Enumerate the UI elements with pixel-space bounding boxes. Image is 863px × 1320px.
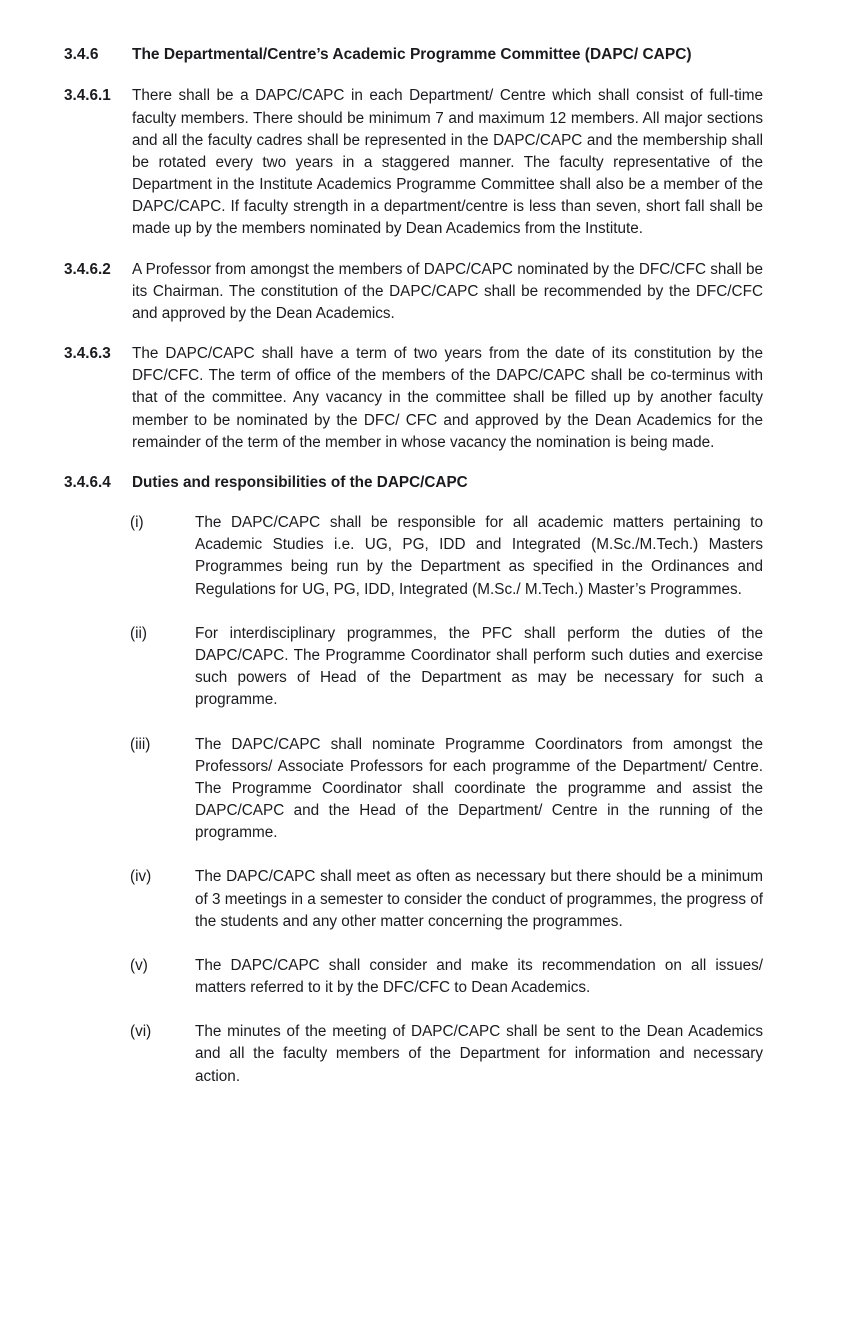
clause-number: 3.4.6.4 — [64, 473, 111, 491]
list-item — [64, 734, 763, 845]
clause-number: 3.4.6.2 — [64, 260, 111, 278]
clause-number: 3.4.6.3 — [64, 345, 111, 363]
list-item — [64, 866, 763, 933]
list-item — [64, 1021, 763, 1088]
list-item-marker: (ii) — [130, 624, 147, 642]
section-heading-number: 3.4.6 — [64, 46, 99, 63]
clause-text: Duties and responsibilities of the DAPC/CAPC — [132, 473, 468, 491]
list-item-marker: (iv) — [130, 868, 152, 886]
clause-3-4-6-3 — [64, 343, 763, 454]
list-item — [64, 623, 763, 712]
subitem-list — [64, 512, 763, 1088]
list-item-text: The DAPC/CAPC shall nominate Programme Coordinators from amongst the Professors/ Associate Professors for each programme of the Department/ Centre. The Programme Coordinator shall coordinate the programme and assist the DAPC/CAPC and the Head of the Department/ Centre in the running of the programme. — [195, 735, 763, 842]
list-item-marker: (v) — [130, 956, 148, 974]
clause-text: There shall be a DAPC/CAPC in each Department/ Centre which shall consist of full-time faculty members. There should be minimum 7 and maximum 12 members. All major sections and all the faculty cadres shall be represented in the DAPC/CAPC and the membership shall be rotated every two years in a staggered manner. The faculty representative of the Department in the Institute Academics Programme Committee shall also be a member of the DAPC/CAPC. If faculty strength in a department/centre is less than seven, short fall shall be made up by the members nominated by Dean Academics from the Institute. — [132, 87, 763, 238]
list-item-text: For interdisciplinary programmes, the PFC shall perform the duties of the DAPC/CAPC. The Programme Coordinator shall perform such duties and exercise such powers of Head of the Department as may be necessary for such a programme. — [195, 624, 763, 709]
list-item-text: The DAPC/CAPC shall meet as often as necessary but there should be a minimum of 3 meetings in a semester to consider the conduct of programmes, the progress of the students and any other matter concerning the programmes. — [195, 868, 763, 930]
list-item-text: The DAPC/CAPC shall be responsible for all academic matters pertaining to Academic Studies i.e. UG, PG, IDD and Integrated (M.Sc./M.Tech.) Masters Programmes being run by the Department as specified in the Ordinances and Regulations for UG, PG, IDD, Integrated (M.Sc./ M.Tech.) Master’s Programmes. — [195, 514, 763, 598]
list-item-marker: (vi) — [130, 1023, 152, 1041]
list-item-text: The minutes of the meeting of DAPC/CAPC shall be sent to the Dean Academics and all the faculty members of the Department for information and necessary action. — [195, 1023, 763, 1085]
clause-text: The DAPC/CAPC shall have a term of two years from the date of its constitution by the DFC/CFC. The term of office of the members of the DAPC/CAPC shall be co-terminus with that of the committee. Any vacancy in the committee shall be filled up by another faculty member to be nominated by the DFC/ CFC and approved by the Dean Academics for the remainder of the term of the member in whose vacancy the nomination is being made. — [132, 345, 763, 451]
clause-number: 3.4.6.1 — [64, 87, 111, 105]
list-item-text: The DAPC/CAPC shall consider and make its recommendation on all issues/ matters referred to it by the DFC/CFC to Dean Academics. — [195, 956, 763, 997]
list-item — [64, 512, 763, 601]
list-item — [64, 955, 763, 999]
clause-text: A Professor from amongst the members of DAPC/CAPC nominated by the DFC/CFC shall be its Chairman. The constitution of the DAPC/CAPC shall be recommended by the DFC/CFC and approved by the Dean Academics. — [132, 260, 763, 322]
section-heading — [64, 44, 763, 65]
clause-3-4-6-1 — [64, 85, 763, 240]
section-heading-title: The Departmental/Centre’s Academic Programme Committee (DAPC/ CAPC) — [132, 46, 692, 63]
list-item-marker: (i) — [130, 514, 144, 532]
list-item-marker: (iii) — [130, 735, 151, 753]
clause-3-4-6-2 — [64, 259, 763, 326]
clause-3-4-6-4 — [64, 472, 763, 494]
